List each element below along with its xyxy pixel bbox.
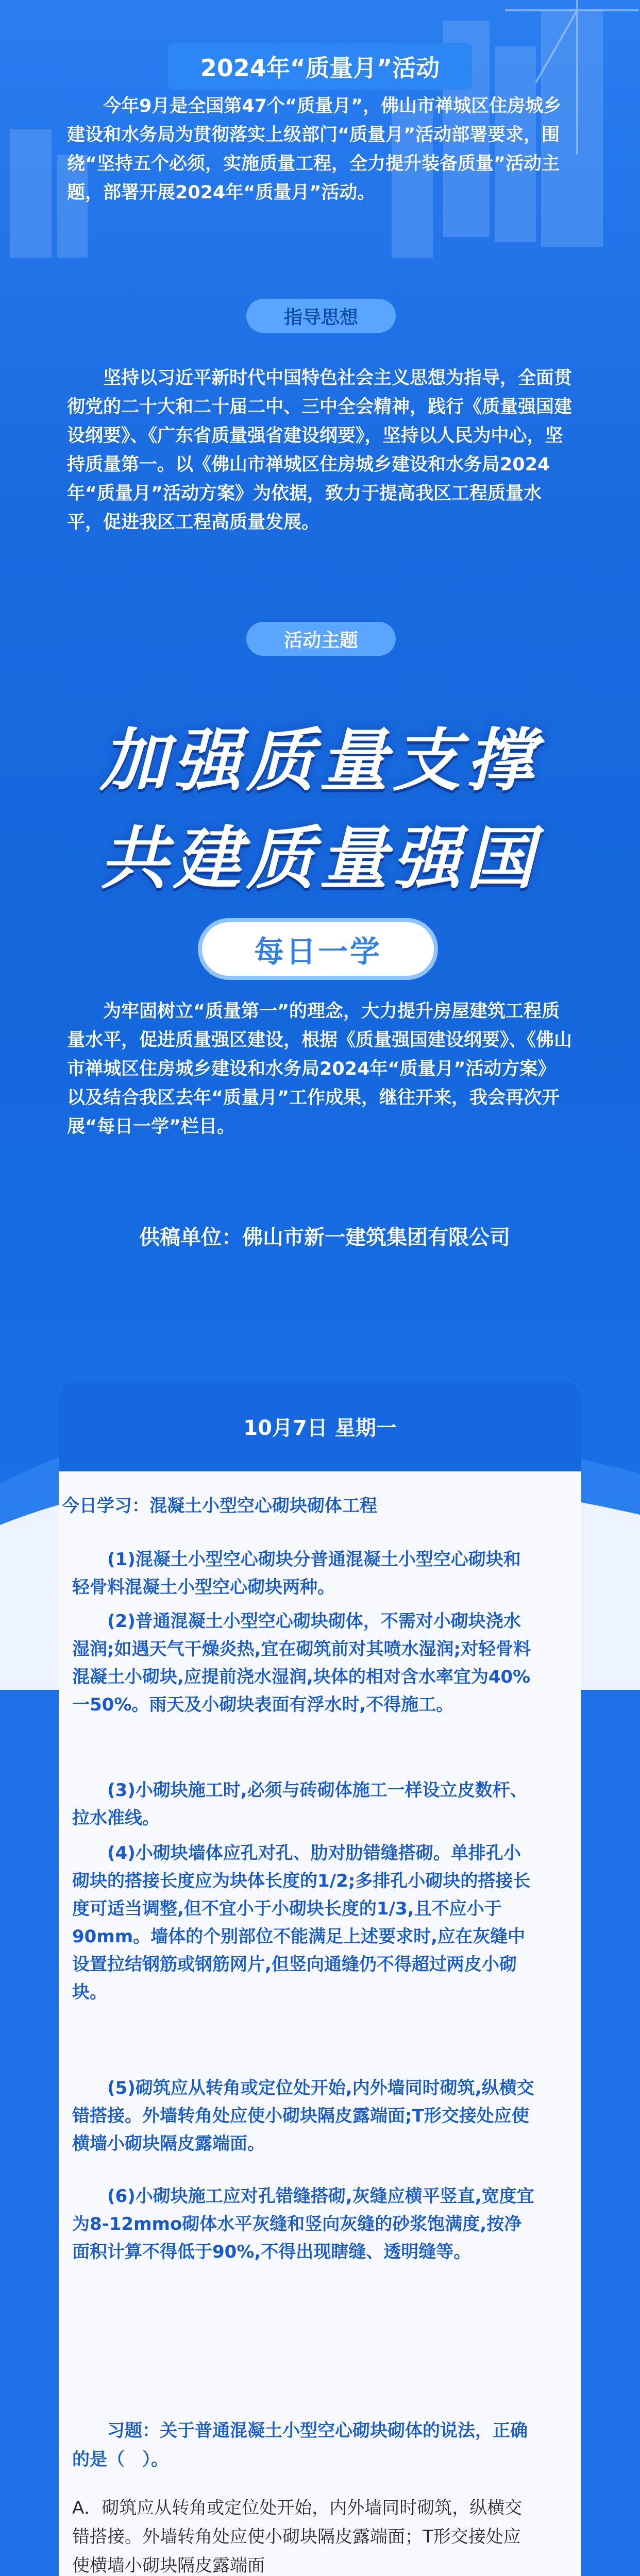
study-point: (4)小砌块墙体应孔对孔、肋对肋错缝搭砌。单排孔小砌块的搭接长度应为块体长度的1/2;多排孔小砌块的搭接长度可适当调整,但不宜小于小砌块长度的1/3,且不应小于90mm。墙体的个别部位不能满足上述要求时,应在灰缝中设置拉结钢筋或钢筋网片,但竖向通缝仍不得超过两皮小砌块。 <box>72 1843 531 2003</box>
guide-paragraph: 坚持以习近平新时代中国特色社会主义思想为指导，全面贯彻党的二十大和二十届二中、三中全会精神，践行《质量强国建设纲要》、《广东省质量强省建设纲要》，坚持以人民为中心，坚持质量第一。以《佛山市禅城区住房城乡建设和水务局2024年“质量月”活动方案》为依据，致力于提高我区工程质量水平，促进我区工程高质量发展。 <box>67 368 572 533</box>
study-title: 今日学习：混凝土小型空心砌块砌体工程 <box>62 1496 377 1516</box>
theme-slogan-line1: 加强质量支撑 <box>100 721 539 801</box>
study-point: (6)小砌块施工应对孔错缝搭砌,灰缝应横平竖直,宽度宜为8-12mmo砌体水平灰缝和竖向灰缝的砂浆饱满度,按净面积计算不得低于90%,不得出现瞎缝、透明缝等。 <box>72 2186 534 2262</box>
supplier-line: 供稿单位：佛山市新一建筑集团有限公司 <box>139 1226 510 1249</box>
page-title: 2024年“质量月”活动 <box>168 43 472 90</box>
quiz-question: 习题：关于普通混凝土小型空心砌块砌体的说法，正确的是（ ）。 <box>72 2420 528 2470</box>
daily-study-label: 每日一学 <box>254 934 382 969</box>
theme-label: 活动主题 <box>246 622 396 656</box>
study-point: (5)砌筑应从转角或定位处开始,内外墙同时砌筑,纵横交错搭接。外墙转角处应使小砌块隔皮露端面;T形交接处应使横墙小砌块隔皮露端面。 <box>72 2078 534 2154</box>
study-point: (2)普通混凝土小型空心砌块砌体，不需对小砌块浇水湿润;如遇天气干燥炎热,宜在砌筑前对其喷水湿润;对轻骨料混凝土小砌块,应提前浇水湿润,块体的相对含水率宜为40%一50%。雨天及小砌块表面有浮水时,不得施工。 <box>72 1611 531 1715</box>
intro-paragraph: 今年9月是全国第47个“质量月”，佛山市禅城区住房城乡建设和水务局为贯彻落实上级部门“质量月”活动部署要求，围绕“坚持五个必须，实施质量工程，全力提升装备质量”活动主题，部署开展2024年“质量月”活动。 <box>67 96 562 203</box>
theme-slogan-line2: 共建质量强国 <box>100 819 539 899</box>
daily-intro-paragraph: 为牢固树立“质量第一”的理念，大力提升房屋建筑工程质量水平，促进质量强区建设，根据《质量强国建设纲要》、《佛山市禅城区住房城乡建设和水务局2024年“质量月”活动方案》以及结合我区去年“质量月”工作成果，继往开来，我会再次开展“每日一学”栏目。 <box>67 1001 572 1137</box>
quiz-option-a: A．砌筑应从转角或定位处开始，内外墙同时砌筑，纵横交错搭接。外墙转角处应使小砌块隔皮露端面；T形交接处应使横墙小砌块隔皮露端面 <box>72 2498 523 2576</box>
daily-study-badge <box>202 922 434 976</box>
study-point: (3)小砌块施工时,必须与砖砌体施工一样设立皮数杆、拉水准线。 <box>72 1780 528 1828</box>
card-date: 10月7日 星期一 <box>59 1381 581 1471</box>
study-point: (1)混凝土小型空心砌块分普通混凝土小型空心砌块和轻骨料混凝土小型空心砌块两种。 <box>72 1549 521 1598</box>
guide-label: 指导思想 <box>246 299 396 333</box>
